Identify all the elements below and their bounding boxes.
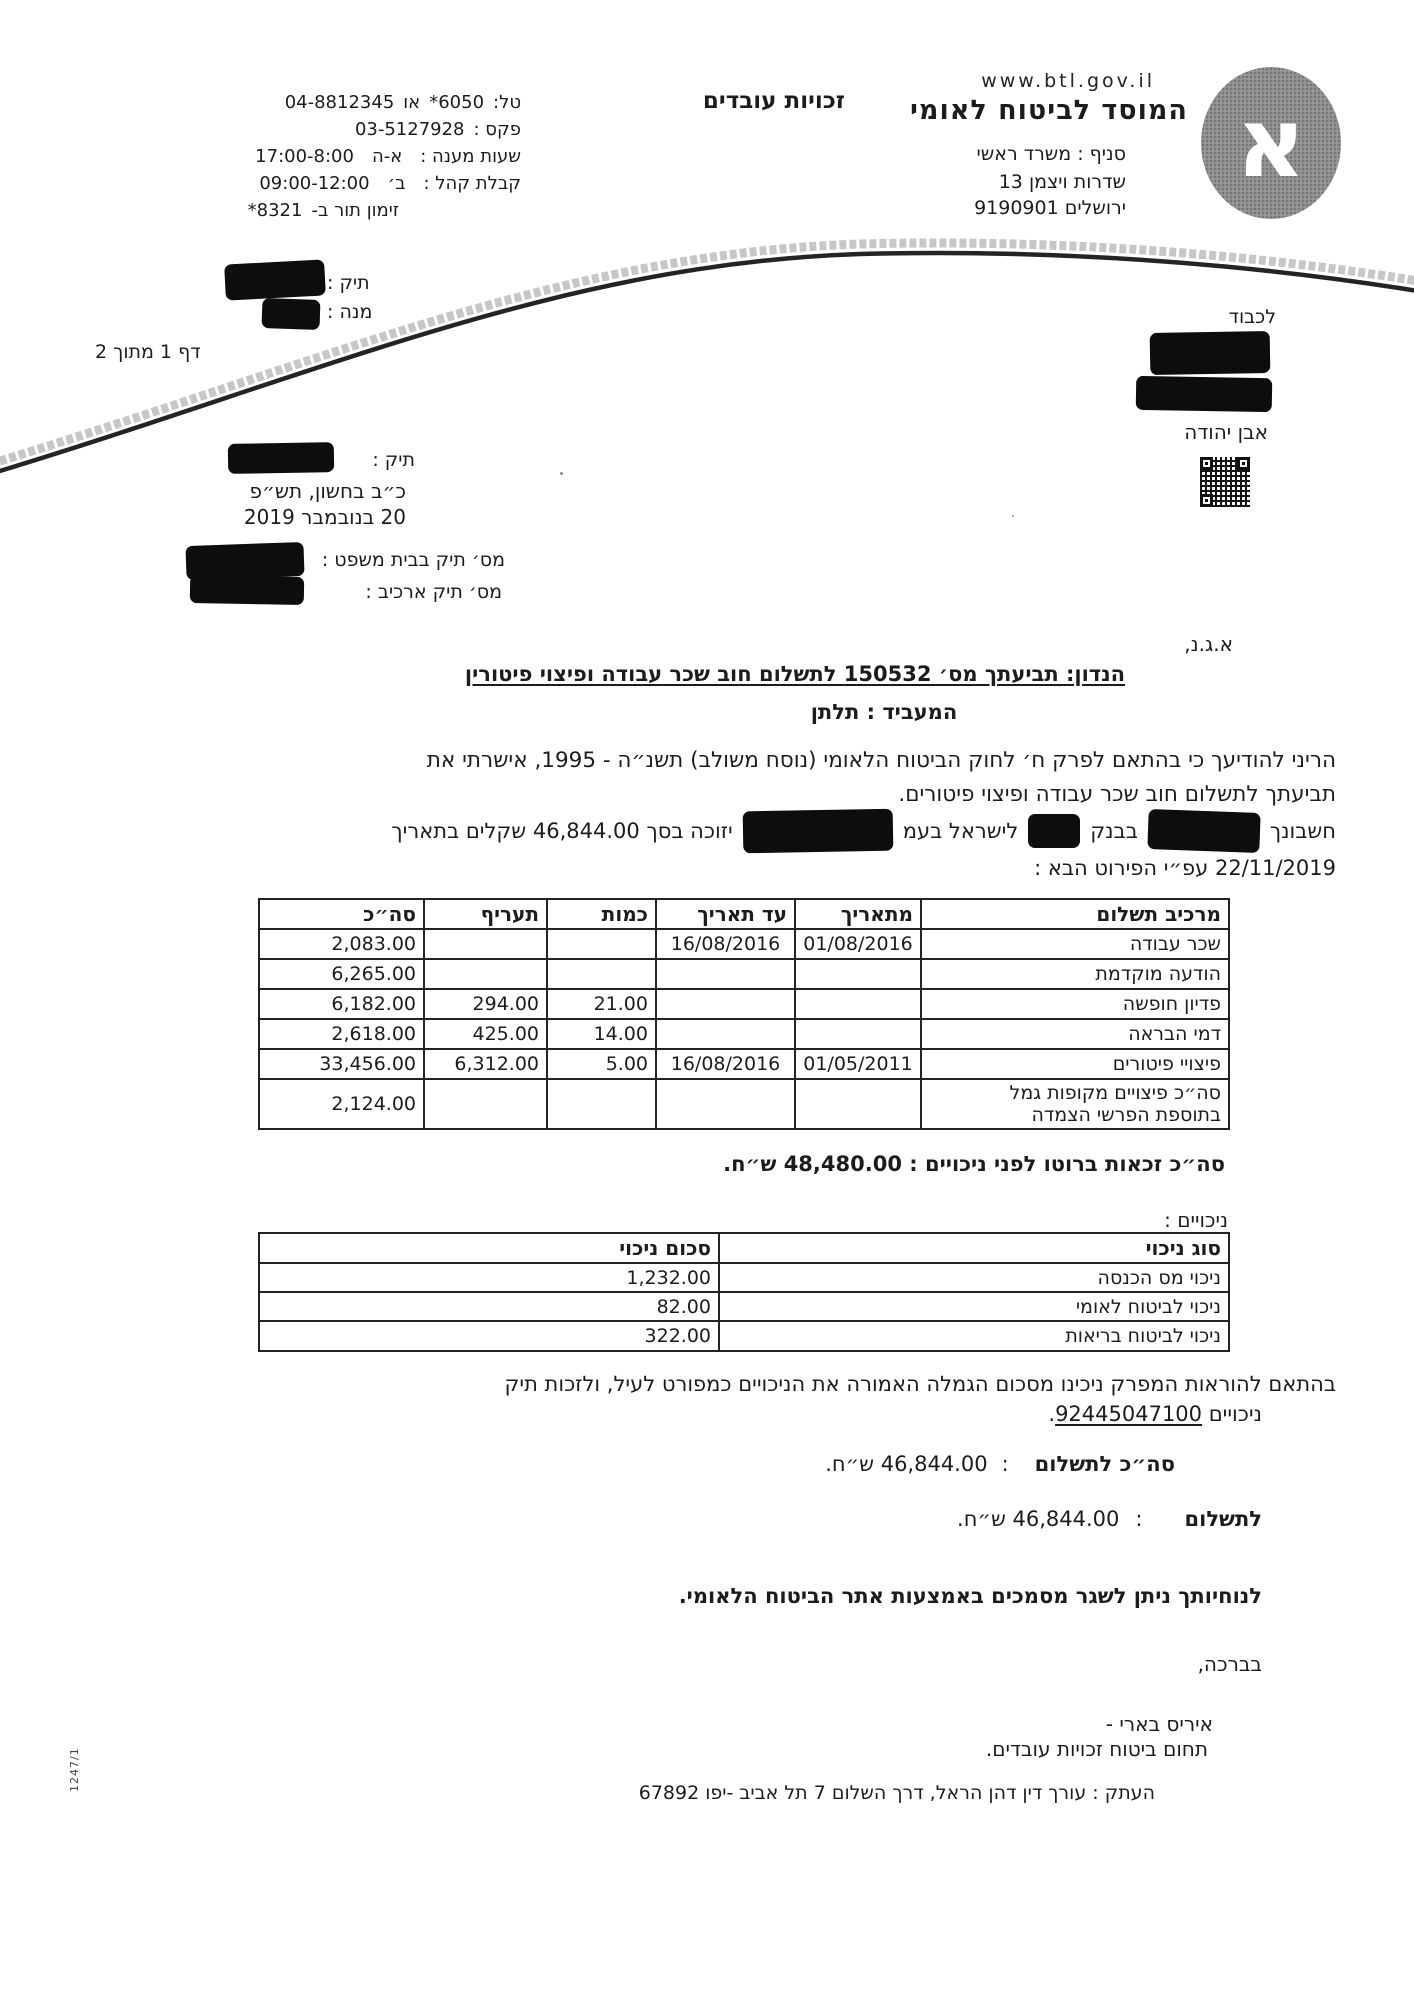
table-row	[259, 1321, 1229, 1351]
cell-deduction-type: ניכוי לביטוח בריאות	[719, 1321, 1229, 1351]
address-line-2: ירושלים 9190901	[974, 197, 1126, 219]
payment-label: לתשלום	[1184, 1507, 1262, 1531]
cell-rate: 425.00	[424, 1019, 547, 1049]
archive-case-label: מס׳ תיק ארכיב :	[365, 581, 502, 603]
qr-finder-top-left	[1200, 457, 1213, 470]
deductions-header-row	[259, 1233, 1229, 1263]
cell-rate	[424, 1079, 547, 1129]
body-paragraph-line-1: הריני להודיעך כי בהתאם לפרק ח׳ לחוק הביטוח הלאומי (נוסח משולב) תשנ״ה - 1995, אישרתי את	[426, 748, 1336, 773]
contact-block	[248, 92, 521, 222]
gross-total-line: סה״כ זכאות ברוטו לפני ניכויים : 48,480.00 ש״ח.	[723, 1152, 1225, 1176]
reception-label: קבלת קהל :	[423, 173, 521, 194]
phone-number: 04-8812345	[284, 92, 395, 113]
cell-rate	[424, 959, 547, 989]
qr-finder-top-right	[1237, 457, 1250, 470]
liquidator-note-line-1: בהתאם להוראות המפרק ניכינו מסכום הגמלה האמורה את הניכויים כמפורט לעיל, ולזכות תיק	[504, 1372, 1336, 1396]
redaction-archive-number	[190, 575, 304, 605]
cell-from	[795, 989, 921, 1019]
cell-to	[656, 989, 795, 1019]
table-row	[259, 959, 1229, 989]
reception-days: ב׳	[387, 173, 406, 194]
cell-total: 2,124.00	[259, 1079, 424, 1129]
queue-line	[248, 200, 399, 222]
cell-total: 6,265.00	[259, 959, 424, 989]
cell-rate: 294.00	[424, 989, 547, 1019]
body-paragraph-line-2: תביעתך לתשלום חוב שכר עבודה ופיצוי פיטורים.	[898, 782, 1336, 807]
queue-label: זימון תור ב-	[311, 200, 399, 221]
table-row	[259, 1292, 1229, 1321]
fax-label: פקס :	[473, 119, 521, 140]
signer-name: איריס בארי -	[1105, 1712, 1213, 1736]
cell-qty: 21.00	[547, 989, 656, 1019]
hebrew-date: כ״ב בחשון, תש״פ	[249, 479, 406, 503]
recipient-to-label: לכבוד	[1228, 306, 1276, 328]
cell-component: הודעה מוקדמת	[921, 959, 1229, 989]
court-case-label: מס׳ תיק בבית משפט :	[321, 549, 505, 571]
deduction-file-number: 92445047100	[1055, 1402, 1203, 1426]
scan-speck	[560, 472, 563, 475]
cell-from: 01/08/2016	[795, 929, 921, 959]
branch-line: סניף : משרד ראשי	[976, 143, 1126, 165]
cell-component: פיצויי פיטורים	[921, 1049, 1229, 1079]
cell-from	[795, 959, 921, 989]
btl-logo	[1198, 64, 1344, 222]
deductions-label: ניכויים :	[1164, 1208, 1228, 1232]
form-side-code: 1247/1	[68, 1747, 81, 1792]
file-label: תיק :	[327, 272, 370, 294]
fax-line	[355, 119, 521, 141]
cell-qty: 5.00	[547, 1049, 656, 1079]
cell-total: 2,083.00	[259, 929, 424, 959]
cell-component: דמי הבראה	[921, 1019, 1229, 1049]
liquidator-note-line-2	[1048, 1402, 1262, 1426]
account-post: יזוכה בסך 46,844.00 שקלים בתאריך	[391, 819, 733, 843]
colon: :	[1135, 1507, 1143, 1531]
phone-number-short: *6050	[429, 92, 485, 113]
scan-speck	[1012, 515, 1014, 517]
payment-value: 46,844.00 ש״ח.	[957, 1507, 1120, 1531]
phone-line	[285, 92, 521, 114]
table-row	[259, 929, 1229, 959]
col-header-component: מרכיב תשלום	[921, 899, 1229, 929]
redaction-account-number	[1147, 809, 1260, 853]
qr-code	[1200, 457, 1250, 507]
documents-upload-line: לנוחיותך ניתן לשגר מסמכים באמצעות אתר הביטוח הלאומי.	[678, 1584, 1262, 1608]
payments-header-row	[259, 899, 1229, 929]
col-header-to-date: עד תאריך	[656, 899, 795, 929]
account-line-2: 22/11/2019 עפ״י הפירוט הבא :	[1034, 856, 1336, 880]
signer-title: תחום ביטוח זכויות עובדים.	[985, 1737, 1208, 1761]
cell-deduction-amount: 322.00	[259, 1321, 719, 1351]
payments-table	[258, 898, 1230, 1130]
cell-total: 33,456.00	[259, 1049, 424, 1079]
cell-qty	[547, 1079, 656, 1129]
col-header-rate: תעריף	[424, 899, 547, 929]
cell-total: 6,182.00	[259, 989, 424, 1019]
gregorian-date: 20 בנובמבר 2019	[243, 505, 406, 529]
recipient-city: אבן יהודה	[1184, 420, 1268, 444]
hours-days: א-ה	[371, 146, 403, 167]
cell-component	[921, 1079, 1229, 1129]
cell-to	[656, 959, 795, 989]
cell-total: 2,618.00	[259, 1019, 424, 1049]
cell-to	[656, 1079, 795, 1129]
col-header-total: סה״כ	[259, 899, 424, 929]
account-mid: לישראל בעמ	[902, 819, 1019, 843]
regards-line: בברכה,	[1197, 1652, 1262, 1676]
cell-component: פדיון חופשה	[921, 989, 1229, 1019]
fax-number: 03-5127928	[354, 119, 465, 140]
total-payment-row	[825, 1452, 1175, 1476]
hours-time: 17:00-8:00	[255, 146, 354, 167]
reception-line	[259, 173, 521, 195]
queue-number: *8321	[247, 200, 303, 221]
cell-from: 01/05/2011	[795, 1049, 921, 1079]
cell-deduction-type: ניכוי מס הכנסה	[719, 1263, 1229, 1292]
cell-deduction-type: ניכוי לביטוח לאומי	[719, 1292, 1229, 1321]
redaction-batch-number	[261, 298, 320, 330]
org-name: המוסד לביטוח לאומי	[909, 95, 1188, 126]
redaction-branch-number	[742, 809, 893, 854]
cell-from	[795, 1019, 921, 1049]
dept-title: זכויות עובדים	[702, 88, 845, 114]
table-row	[259, 1079, 1229, 1129]
period: .	[1048, 1402, 1056, 1426]
col-header-quantity: כמות	[547, 899, 656, 929]
colon: :	[1001, 1452, 1009, 1476]
reception-time: 09:00-12:00	[259, 173, 370, 194]
deductions-table	[258, 1232, 1230, 1352]
phone-label: טל:	[493, 92, 521, 113]
cell-to	[656, 1019, 795, 1049]
table-row	[259, 1049, 1229, 1079]
redaction-file-number	[224, 259, 326, 300]
case-file-label: תיק :	[372, 449, 415, 471]
account-bank-word: בבנק	[1090, 819, 1138, 843]
cell-component: שכר עבודה	[921, 929, 1229, 959]
cell-deduction-amount: 82.00	[259, 1292, 719, 1321]
cell-rate	[424, 929, 547, 959]
cell-from	[795, 1079, 921, 1129]
col-header-deduction-type: סוג ניכוי	[719, 1233, 1229, 1263]
qr-finder-bottom-left	[1200, 494, 1213, 507]
page-indicator: דף 1 מתוך 2	[95, 341, 201, 363]
redaction-bank-name	[1028, 814, 1080, 848]
redaction-recipient-name	[1150, 331, 1271, 375]
account-line	[391, 810, 1336, 852]
cell-to: 16/08/2016	[656, 929, 795, 959]
payment-row	[957, 1507, 1262, 1531]
cell-to: 16/08/2016	[656, 1049, 795, 1079]
hours-label: שעות מענה :	[420, 146, 521, 167]
cell-component-line-1: סה״כ פיצויים מקופות גמל	[1009, 1082, 1221, 1104]
total-payment-label: סה״כ לתשלום	[1034, 1452, 1175, 1476]
aleph-glyph: א	[1236, 87, 1306, 199]
cell-qty	[547, 959, 656, 989]
redaction-recipient-street	[1136, 376, 1273, 412]
cell-qty	[547, 929, 656, 959]
col-header-from-date: מתאריך	[795, 899, 921, 929]
subject-line: הנדון: תביעתך מס׳ 150532 לתשלום חוב שכר עבודה ופיצוי פיטורין	[464, 662, 1126, 686]
cell-deduction-amount: 1,232.00	[259, 1263, 719, 1292]
col-header-deduction-amount: סכום ניכוי	[259, 1233, 719, 1263]
copy-line: העתק : עורך דין דהן הראל, דרך השלום 7 תל אביב -יפו 67892	[638, 1782, 1155, 1804]
header-website: www.btl.gov.il	[981, 70, 1155, 92]
total-payment-value: 46,844.00 ש״ח.	[825, 1452, 988, 1476]
hours-line	[255, 146, 521, 168]
address-line-1: שדרות ויצמן 13	[998, 171, 1126, 193]
table-row	[259, 1263, 1229, 1292]
account-pre: חשבונך	[1269, 819, 1336, 843]
redaction-case-number	[228, 442, 335, 474]
batch-label: מנה :	[327, 301, 373, 323]
cell-qty: 14.00	[547, 1019, 656, 1049]
deduction-file-word: ניכויים	[1208, 1402, 1262, 1426]
cell-rate: 6,312.00	[424, 1049, 547, 1079]
salutation: א.ג.נ,	[1184, 632, 1233, 656]
table-row	[259, 989, 1229, 1019]
table-row	[259, 1019, 1229, 1049]
cell-component-line-2: בתוספת הפרשי הצמדה	[1031, 1104, 1221, 1126]
phone-or: או	[403, 92, 421, 113]
employer-line: המעביד : תלתן	[810, 700, 958, 724]
